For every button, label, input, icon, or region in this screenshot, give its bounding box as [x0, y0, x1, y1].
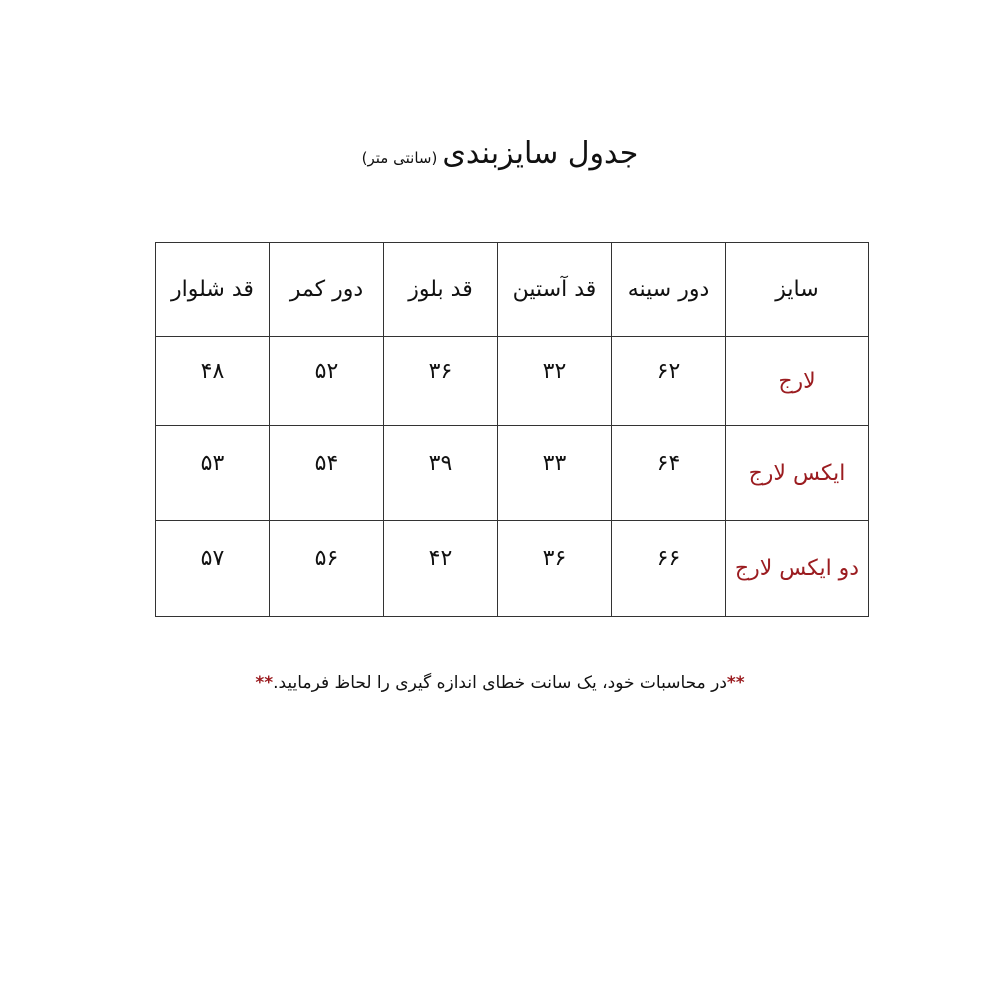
header-chest: دور سینه [612, 243, 726, 337]
table-cell [156, 426, 270, 520]
table-cell [270, 520, 384, 616]
table-row [156, 520, 869, 616]
cell-value: ۶۴ [656, 450, 681, 476]
table-cell [384, 520, 498, 616]
cell-value: ۵۶ [314, 545, 339, 571]
table-cell [156, 520, 270, 616]
table-header-row [156, 243, 869, 337]
measurement-note [0, 673, 1000, 693]
table-cell [498, 337, 612, 426]
cell-value: ۵۳ [200, 450, 225, 476]
table-cell [384, 426, 498, 520]
cell-value: ۴۸ [200, 358, 225, 384]
title-main: جدول سایزبندی [442, 136, 639, 171]
cell-value: ۵۷ [200, 545, 225, 571]
size-label-xx-large: دو ایکس لارج [726, 520, 869, 616]
table-row [156, 426, 869, 520]
size-label-large: لارج [726, 337, 869, 426]
cell-value: ۶۲ [656, 358, 681, 384]
table-cell [270, 337, 384, 426]
table-cell [384, 337, 498, 426]
header-size: سایز [726, 243, 869, 337]
note-stars-start: ** [726, 673, 745, 693]
header-blouse-length: قد بلوز [384, 243, 498, 337]
table-cell [156, 337, 270, 426]
cell-value: ۳۲ [542, 358, 567, 384]
note-stars-end: ** [255, 673, 274, 693]
table-cell [612, 337, 726, 426]
table-cell [498, 520, 612, 616]
cell-value: ۳۶ [542, 545, 567, 571]
table-cell [612, 426, 726, 520]
cell-value: ۳۹ [428, 450, 453, 476]
cell-value: ۵۴ [314, 450, 339, 476]
title-unit: (سانتی متر) [361, 149, 438, 167]
page-title [0, 136, 1000, 171]
header-sleeve-length: قد آستین [498, 243, 612, 337]
table-row [156, 337, 869, 426]
cell-value: ۴۲ [428, 545, 453, 571]
note-text: در محاسبات خود، یک سانت خطای اندازه گیری را لحاظ فرمایید. [273, 673, 727, 693]
size-label-x-large: ایکس لارج [726, 426, 869, 520]
cell-value: ۶۶ [656, 545, 681, 571]
header-pants-length: قد شلوار [156, 243, 270, 337]
table-cell [612, 520, 726, 616]
size-table [155, 242, 869, 617]
cell-value: ۳۶ [428, 358, 453, 384]
table-cell [270, 426, 384, 520]
header-waist: دور کمر [270, 243, 384, 337]
cell-value: ۵۲ [314, 358, 339, 384]
cell-value: ۳۳ [542, 450, 567, 476]
table-cell [498, 426, 612, 520]
